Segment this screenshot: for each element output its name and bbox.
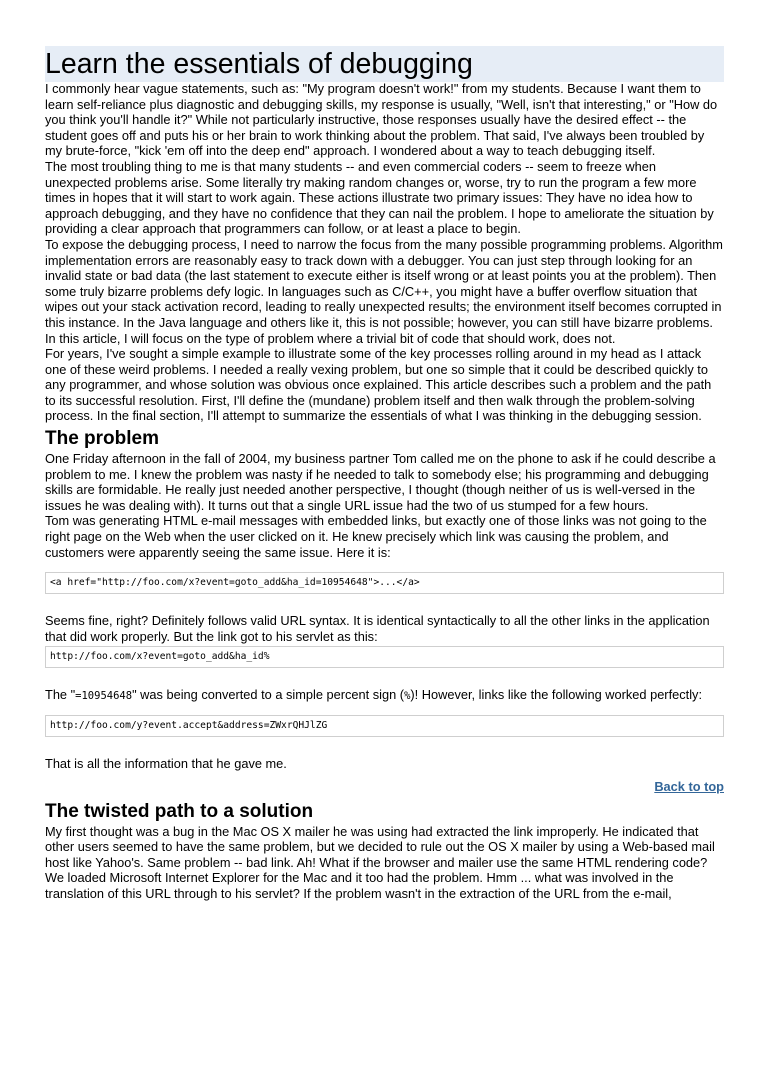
intro-paragraph-3: To expose the debugging process, I need to narrow the focus from the many possible programming problems. Algorithm implementation errors are reasonably easy to track down with a debugger. You can just step through looking for an invalid state or bad data (the last statement to execute either is itself wrong or at least points you at the problem). Then some truly bizarre problems defy logic. In languages such as C/C++, you might have a buffer overflow situation that wipes out your stack activation record, leading to really unexpected results; the environment itself becomes corrupted in this instance. In the Java language and others like it, this is not possible; however, you can still have bizarre problems. In this article, I will focus on the type of problem where a trivial bit of code that should work, does not. <box>45 236 723 346</box>
code-sample-broken-url: http://foo.com/x?event=goto_add&ha_id% <box>45 646 724 668</box>
code-sample-link: <a href="http://foo.com/x?event=goto_add&ha_id=10954648">...</a> <box>45 572 724 594</box>
back-to-top-link[interactable]: Back to top <box>654 778 724 794</box>
code-sample-working-url: http://foo.com/y?event.accept&address=ZWxrQHJlZG <box>45 715 724 737</box>
solution-paragraph-1: My first thought was a bug in the Mac OS X mailer he was using had extracted the link improperly. He indicated that other users seemed to have the same problem, but we decided to rule out the OS X mailer by using a Web-based mail host like Yahoo's. Same problem -- bad link. Ah! What if the browser and mailer use the same HTML rendering code? We loaded Microsoft Internet Explorer for the Mac and it too had the problem. Hmm ... what was involved in the translation of this URL through to his servlet? If the problem wasn't in the extraction of the URL from the e-mail, <box>45 823 715 901</box>
problem-paragraph-2: Tom was generating HTML e-mail messages with embedded links, but exactly one of those links was not going to the right page on the Web when the user clicked on it. He knew precisely which link was causing the problem, and customers were apparently seeing the same issue. Here it is: <box>45 513 707 560</box>
intro-paragraph-4: For years, I've sought a simple example to illustrate some of the key processes rolling around in my head as I attack one of these weird problems. I needed a really vexing problem, but one so simple that it could be described quickly to any programmer, and whose solution was obvious once explained. This article describes such a problem and the path to its successful resolution. First, I'll define the (mundane) problem itself and then walk through the problem-solving process. In the final section, I'll attempt to summarize the essentials of what I was thinking in the debugging session. <box>45 346 712 424</box>
p4-text-c: )! However, links like the following worked perfectly: <box>410 687 702 703</box>
intro-section <box>45 81 724 424</box>
p4-percent-code: % <box>404 690 411 703</box>
problem-paragraph-1: One Friday afternoon in the fall of 2004, my business partner Tom called me on the phone to ask if he could describe a problem to me. I knew the problem was nasty if he needed to talk to somebody else; his programming and debugging skills are formidable. He really just needed another perspective, I thought (though neither of us is well-versed in the issues he was dealing with). It turns out that a single URL issue had the two of us stumped for a few hours. <box>45 451 716 513</box>
problem-paragraph-5: That is all the information that he gave me. <box>45 756 287 771</box>
p4-text-a: The " <box>45 687 76 703</box>
problem-paragraph-3: Seems fine, right? Definitely follows valid URL syntax. It is identical syntactically to all the other links in the application that did work properly. But the link got to his servlet as this: <box>45 613 710 644</box>
article <box>0 46 768 902</box>
problem-heading: The problem <box>45 428 160 450</box>
intro-paragraph-2: The most troubling thing to me is that many students -- and even commercial coders -- seem to freeze when unexpected problems arise. Some literally try making random changes or, worse, try to run the program a few more times in hopes that it will start to work again. These actions illustrate two primary issues: They have no idea how to approach debugging, and they have no confidence that they can nail the problem. I hope to ameliorate the situation by providing a clear approach that programmers can follow, or at least a place to begin. <box>45 158 714 237</box>
problem-section <box>45 427 724 794</box>
solution-section <box>45 800 724 902</box>
p4-text-b: " was being converted to a simple percent sign ( <box>132 687 405 703</box>
intro-paragraph-1: I commonly hear vague statements, such as: "My program doesn't work!" from my students. Because I want them to learn self-reliance plus diagnostic and debugging skills, my response is usually, "Well, isn't that interesting," or "How do you think you'll handle it?" While not particularly instructive, those responses usually have the desired effect -- the student goes off and puts his or her brain to work thinking about the problem. That said, I've always been troubled by my brute-force, "kick 'em off into the deep end" approach. I wondered about a way to teach debugging itself. <box>45 81 718 159</box>
p4-inline-code: =10954648 <box>75 690 133 703</box>
problem-paragraph-4 <box>45 687 724 705</box>
page-title: Learn the essentials of debugging <box>45 46 724 82</box>
solution-heading: The twisted path to a solution <box>45 800 314 822</box>
